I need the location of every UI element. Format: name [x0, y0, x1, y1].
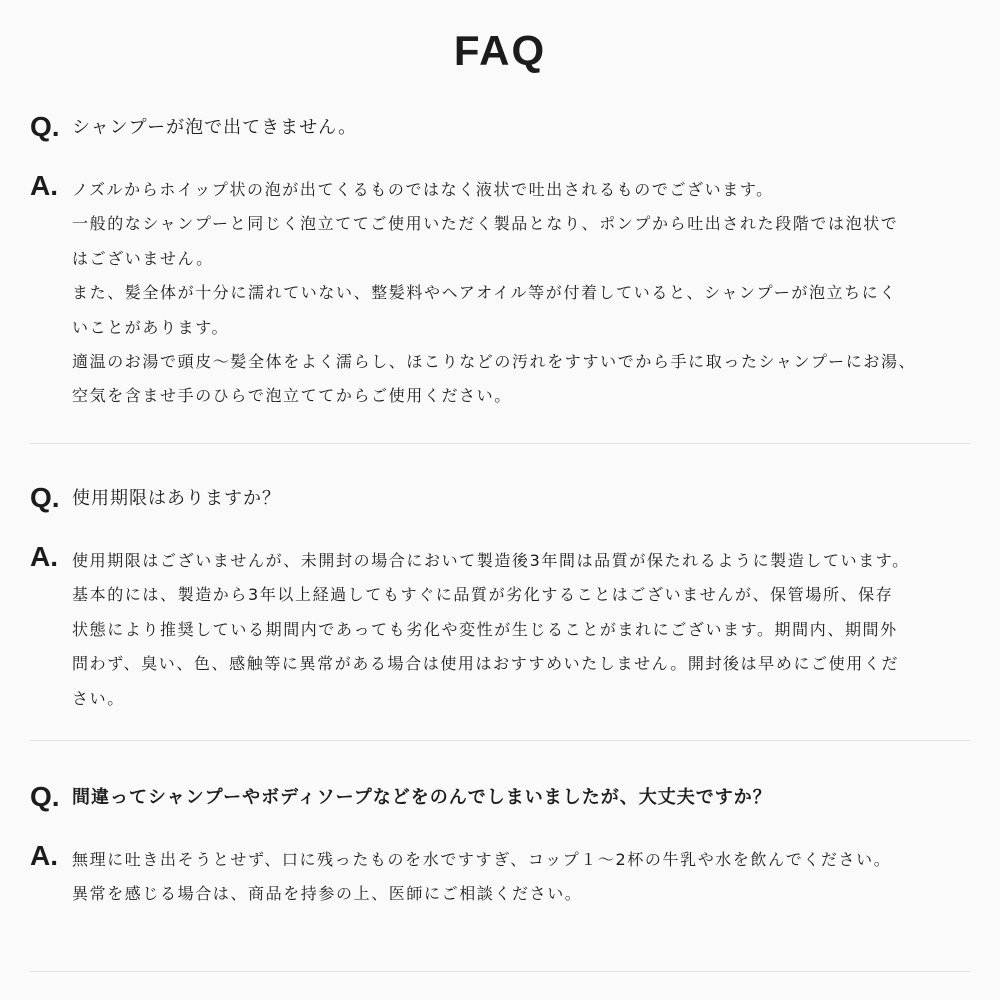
question-text: 間違ってシャンプーやボディソープなどをのんでしまいましたが、大丈夫ですか？ [72, 787, 772, 808]
faq-item [30, 484, 970, 716]
answer-line: ノズルからホイップ状の泡が出てくるものではなく液状で吐出されるものでございます。 [72, 180, 774, 199]
answer-line: 基本的には、製造から3年以上経過してもすぐに品質が劣化することはございませんが、保管場所、保存 [72, 585, 894, 605]
faq-question [30, 783, 970, 813]
section-divider [30, 740, 970, 741]
answer-line: 空気を含ませ手のひらで泡立ててからご使用ください。 [72, 386, 512, 406]
answer-line: 無理に吐き出そうとせず、口に残ったものを水ですすぎ、コップ１〜2杯の牛乳や水を飲んでください。 [72, 850, 892, 869]
answer-line: はございません。 [72, 248, 214, 268]
faq-answer [30, 541, 970, 716]
question-marker: Q. [30, 111, 60, 142]
faq-question [30, 484, 970, 514]
answer-line: 一般的なシャンプーと同じく泡立ててご使用いただく製品となり、ポンプから吐出された段階では泡状で [72, 214, 899, 234]
answer-line: さい。 [72, 688, 125, 708]
faq-answer [30, 170, 970, 414]
answer-marker: A. [30, 170, 58, 201]
section-divider [30, 443, 970, 444]
faq-answer [30, 840, 970, 912]
answer-marker: A. [30, 541, 58, 572]
answer-line: 適温のお湯で頭皮〜髪全体をよく濡らし、ほこりなどの汚れをすすいでから手に取ったシャンプーにお湯、 [72, 352, 917, 372]
answer-line: 問わず、臭い、色、感触等に異常がある場合は使用はおすすめいたしません。開封後は早めにご使用くだ [72, 654, 900, 674]
faq-question [30, 113, 970, 143]
answer-line: 状態により推奨している期間内であっても劣化や変性が生じることがまれにございます。期間内、期間外 [72, 619, 898, 639]
answer-line: 使用期限はございませんが、未開封の場合において製造後3年間は品質が保たれるように製造しています。 [72, 551, 910, 570]
question-text: シャンプーが泡で出てきません。 [72, 117, 358, 138]
answer-line: また、髪全体が十分に濡れていない、整髪料やヘアオイル等が付着していると、シャンプーが泡立ちにく [72, 283, 897, 303]
question-text: 使用期限はありますか？ [72, 488, 281, 509]
question-marker: Q. [30, 781, 60, 812]
faq-item [30, 113, 970, 414]
page-title: FAQ [453, 27, 547, 74]
section-divider [30, 971, 970, 972]
answer-line: 異常を感じる場合は、商品を持参の上、医師にご相談ください。 [72, 884, 583, 904]
answer-line: いことがあります。 [72, 317, 230, 337]
faq-item [30, 783, 970, 912]
question-marker: Q. [30, 482, 60, 513]
answer-marker: A. [30, 840, 58, 871]
